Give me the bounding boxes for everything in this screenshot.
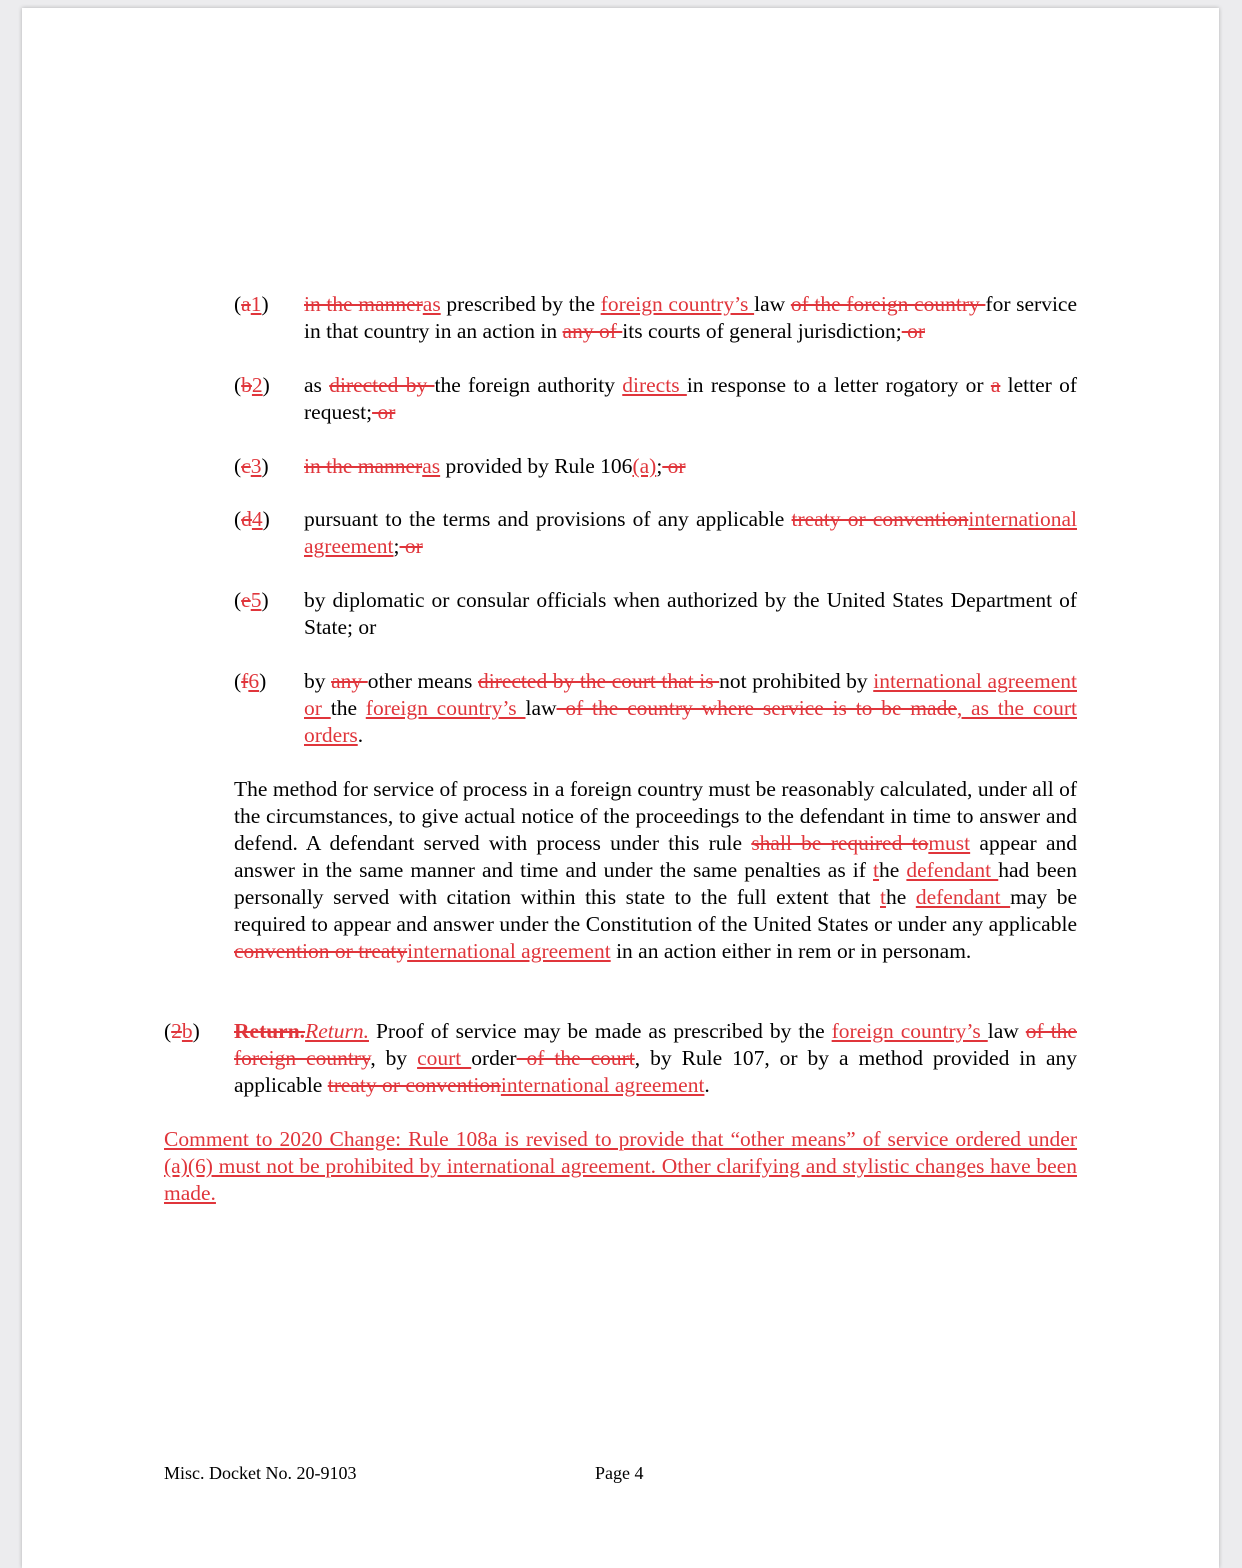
inserted-text: must <box>928 831 971 855</box>
item-text <box>304 291 1077 345</box>
inserted-text: t <box>880 885 886 909</box>
deleted-text: or <box>399 534 423 558</box>
unchanged-text: . <box>357 723 364 747</box>
unchanged-text: its courts of general jurisdiction; <box>622 319 902 343</box>
item-label: (e5) <box>234 588 269 612</box>
item-label: (d4) <box>234 507 270 531</box>
inserted-text: defendant <box>906 858 999 882</box>
deleted-text: any <box>331 669 368 693</box>
deleted-text: in the manner <box>304 292 423 316</box>
item-label: (f6) <box>234 669 267 693</box>
unchanged-text: pursuant to the terms and provisions of any applicable <box>304 507 792 531</box>
inserted-text: foreign country’s <box>831 1019 988 1043</box>
inserted-text: international agreement <box>304 507 1077 558</box>
unchanged-text: , by <box>370 1046 418 1070</box>
item-text <box>234 1018 1077 1099</box>
document-page <box>22 8 1219 1568</box>
item-label: (c3) <box>234 454 269 478</box>
unchanged-text: . <box>704 1073 710 1097</box>
deleted-text: or <box>372 400 396 424</box>
deleted-text: of the foreign country <box>790 292 986 316</box>
unchanged-text: may be required to appear and answer under the Constitution of the United States or under any applicable <box>234 885 1077 936</box>
unchanged-text: provided by Rule 106 <box>440 454 633 478</box>
service-method-paragraph <box>234 776 1077 965</box>
deleted-text: convention or treaty <box>234 939 408 963</box>
footer-docket: Misc. Docket No. 20-9103 <box>164 1463 357 1483</box>
unchanged-text: by <box>304 669 332 693</box>
inserted-text: t <box>873 858 879 882</box>
unchanged-text: not prohibited by <box>719 669 874 693</box>
unchanged-text: for service in that country in an action in <box>304 292 1078 343</box>
footer-page-number: Page 4 <box>595 1463 644 1483</box>
unchanged-text: prescribed by the <box>440 292 601 316</box>
unchanged-text: letter of request; <box>304 373 1077 424</box>
unchanged-text: order <box>471 1046 517 1070</box>
deleted-text: directed by the court that is <box>477 669 720 693</box>
unchanged-text: other means <box>367 669 478 693</box>
deleted-text: treaty or convention <box>327 1073 501 1097</box>
unchanged-text: Proof of service may be made as prescribed by the <box>368 1019 832 1043</box>
unchanged-text: the <box>330 696 366 720</box>
inserted-text: directs <box>622 373 687 397</box>
item-label: (2b) <box>164 1019 200 1043</box>
inserted-text: (a) <box>632 454 657 478</box>
unchanged-text: appear and answer in the same manner and time and under the same penalties as if <box>234 831 1077 882</box>
inserted-text: Return. <box>305 1019 369 1043</box>
inserted-text: foreign country’s <box>600 292 755 316</box>
unchanged-text: he <box>885 885 916 909</box>
item-label: (a1) <box>234 292 269 316</box>
unchanged-text: by diplomatic or consular officials when authorized by the United States Department of State; or <box>304 588 1077 639</box>
unchanged-text: ; <box>656 454 663 478</box>
unchanged-text: in response to a letter rogatory or <box>686 373 991 397</box>
unchanged-text: the foreign authority <box>434 373 623 397</box>
inserted-text: international agreement <box>500 1073 705 1097</box>
item-text <box>304 587 1077 641</box>
item-text <box>304 372 1077 426</box>
deleted-text: shall be required to <box>751 831 929 855</box>
inserted-text: as <box>422 292 441 316</box>
inserted-text: international agreement <box>407 939 611 963</box>
unchanged-text: he <box>879 858 907 882</box>
inserted-text: court <box>417 1046 472 1070</box>
unchanged-text: ; <box>393 534 400 558</box>
unchanged-text: in an action either in rem or in personam. <box>610 939 972 963</box>
deleted-text: or <box>901 319 925 343</box>
deleted-text: of the court <box>516 1046 635 1070</box>
inserted-text: foreign country’s <box>365 696 526 720</box>
deleted-text: Return. <box>234 1019 306 1043</box>
inserted-text: , as the court orders <box>304 696 1077 747</box>
unchanged-text: had been personally served with citation within this state to the full extent that <box>234 858 1077 909</box>
deleted-text: in the manner <box>304 454 423 478</box>
deleted-text: of the country where service is to be made <box>556 696 957 720</box>
deleted-text: any of <box>562 319 623 343</box>
item-text <box>304 668 1077 749</box>
unchanged-text: law <box>987 1019 1026 1043</box>
deleted-text: or <box>662 454 686 478</box>
unchanged-text: The method for service of process in a foreign country must be reasonably calculated, under all of the circumstances, to give actual notice of the proceedings to the defendant in time to answer and defend. A defendant served with process under this rule <box>234 777 1077 855</box>
inserted-text: as <box>422 454 441 478</box>
deleted-text: treaty or convention <box>791 507 969 531</box>
inserted-text: international agreement or <box>304 669 1077 720</box>
item-text <box>304 453 1077 480</box>
inserted-text: defendant <box>915 885 1011 909</box>
unchanged-text: law <box>525 696 557 720</box>
item-label: (b2) <box>234 373 270 397</box>
change-comment: Comment to 2020 Change: Rule 108a is revised to provide that “other means” of service ordered under (a)(6) must not be prohibited by international agreement. Other clarifying and stylistic changes have been made. <box>164 1127 1077 1205</box>
unchanged-text: , by Rule 107, or by a method provided in any applicable <box>234 1046 1077 1097</box>
deleted-text: a <box>990 373 1001 397</box>
deleted-text: of the foreign country <box>234 1019 1077 1070</box>
unchanged-text: law <box>754 292 791 316</box>
deleted-text: directed by <box>329 373 435 397</box>
item-text <box>304 506 1077 560</box>
unchanged-text: as <box>304 373 330 397</box>
